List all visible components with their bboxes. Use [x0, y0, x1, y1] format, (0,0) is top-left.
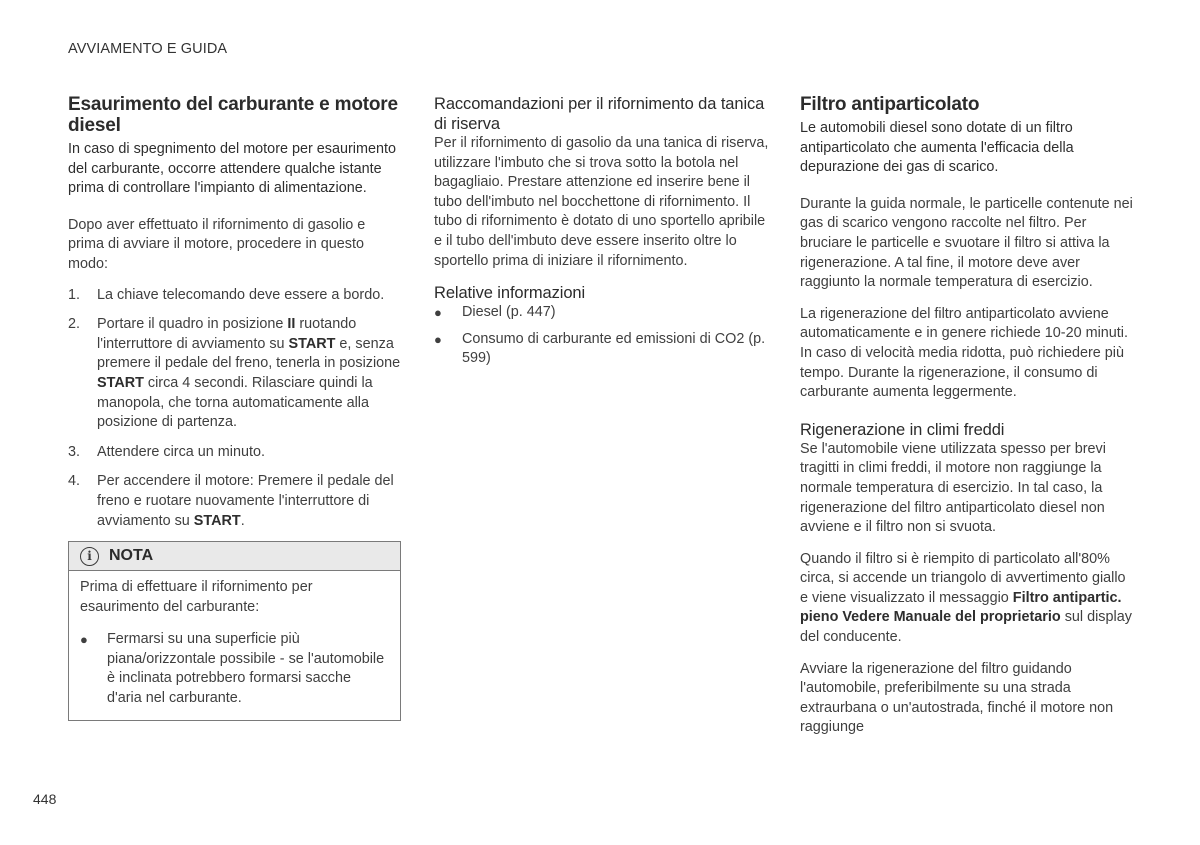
- section-intro: Dopo aver effettuato il rifornimento di gasolio e prima di avviare il motore, procedere in questo modo:: [68, 216, 366, 272]
- bullet-icon: ●: [80, 632, 88, 648]
- step-text: La chiave telecomando deve essere a bordo.: [97, 286, 385, 303]
- paragraph: Quando il filtro si è riempito di particolato all'80% circa, si accende un triangolo di avvertimento giallo e viene visualizzato il messaggio Filtro antipartic. pieno Vedere Manuale del proprietario sul display del conducente.: [800, 550, 1132, 646]
- section-lead: In caso di spegnimento del motore per esaurimento del carburante, occorre attendere qualche istante prima di controllare l'impianto di alimentazione.: [68, 141, 396, 197]
- note-box: [68, 541, 401, 721]
- subsection-title: Rigenerazione in climi freddi: [800, 420, 1005, 439]
- note-header: [69, 542, 400, 571]
- section-text: Per il rifornimento di gasolio da una tanica di riserva, utilizzare l'imbuto che si trova sotto la botola nel bagagliaio. Prestare attenzione ed inserire bene il tubo dell'imbuto nel bocchettone di rifornimento. Il tubo di rifornimento è dotato di uno sportello apribile e il tubo dell'imbuto deve essere inserito oltre lo sportello prima di iniziare il rifornimento.: [434, 135, 769, 269]
- list-item: [68, 315, 402, 433]
- step-text: Attendere circa un minuto.: [97, 443, 265, 460]
- related-title: Relative informazioni: [434, 284, 586, 303]
- procedure-steps: [68, 286, 402, 532]
- related-links: [434, 303, 770, 369]
- note-title: NOTA: [109, 547, 154, 565]
- list-item: [68, 443, 402, 463]
- step-text: Per accendere il motore: Premere il pedale del freno e ruotare nuovamente l'interruttore di avviamento su START.: [97, 473, 394, 529]
- note-text: Prima di effettuare il rifornimento per esaurimento del carburante:: [80, 579, 313, 615]
- step-text: Portare il quadro in posizione II ruotando l'interruttore di avviamento su START e, senza premere il pedale del freno, tenerla in posizione START circa 4 secondi. Rilasciare quindi la manopola, che torna automaticamente alla posizione di partenza.: [97, 316, 401, 431]
- note-body: [69, 571, 400, 720]
- section-lead: Le automobili diesel sono dotate di un filtro antiparticolato che aumenta l'efficacia della depurazione dei gas di scarico.: [800, 120, 1074, 176]
- step-number: 3.: [68, 443, 81, 460]
- page-number: 448: [33, 791, 57, 807]
- column-reserve-can: [434, 94, 770, 376]
- paragraph: La rigenerazione del filtro antiparticolato avviene automaticamente e in genere richiede 10-20 minuti. In caso di velocità media ridotta, può richiedere più tempo. Durante la rigenerazione, il consumo di carburante aumenta leggermente.: [800, 305, 1128, 401]
- step-number: 4.: [68, 473, 81, 490]
- note-bullets: [80, 630, 389, 708]
- column-fuel-depletion: [68, 94, 402, 721]
- related-link[interactable]: [434, 303, 770, 323]
- related-link-text[interactable]: Diesel (p. 447): [462, 304, 556, 321]
- section-title: Raccomandazioni per il rifornimento da tanica di riserva: [434, 95, 765, 133]
- bullet-icon: ●: [434, 331, 442, 347]
- list-item: [80, 630, 389, 708]
- chapter-header: AVVIAMENTO E GUIDA: [68, 41, 228, 57]
- section-title: Filtro antiparticolato: [800, 94, 980, 115]
- bullet-text: Fermarsi su una superficie più piana/orizzontale possibile - se l'automobile è inclinata potrebbero formarsi sacche d'aria nel carburante.: [107, 631, 385, 707]
- bullet-icon: ●: [434, 305, 442, 321]
- step-number: 1.: [68, 286, 81, 303]
- section-title: Esaurimento del carburante e motore diesel: [68, 94, 398, 136]
- list-item: [68, 472, 402, 531]
- info-icon: i: [80, 547, 99, 566]
- paragraph: Se l'automobile viene utilizzata spesso per brevi tragitti in climi freddi, il motore non raggiunge la normale temperatura di esercizio. In tal caso, la rigenerazione del filtro antiparticolato diesel non avviene e il filtro non si svuota.: [800, 440, 1106, 536]
- column-particulate-filter: [800, 94, 1134, 738]
- paragraph: Durante la guida normale, le particelle contenute nei gas di scarico vengono raccolte nel filtro. Per bruciare le particelle e svuotare il filtro si attiva la rigenerazione. A tal fine, il motore deve aver raggiunto la normale temperatura di esercizio.: [800, 195, 1133, 291]
- paragraph: Avviare la rigenerazione del filtro guidando l'automobile, preferibilmente su una strada extraurbana o un'autostrada, finché il motore non raggiunge: [800, 660, 1114, 736]
- display-message: Filtro antipartic. pieno Vedere Manuale del proprietario: [800, 589, 1122, 626]
- step-number: 2.: [68, 316, 81, 333]
- related-link[interactable]: [434, 330, 770, 369]
- list-item: [68, 286, 402, 306]
- related-link-text[interactable]: Consumo di carburante ed emissioni di CO2 (p. 599): [462, 330, 766, 367]
